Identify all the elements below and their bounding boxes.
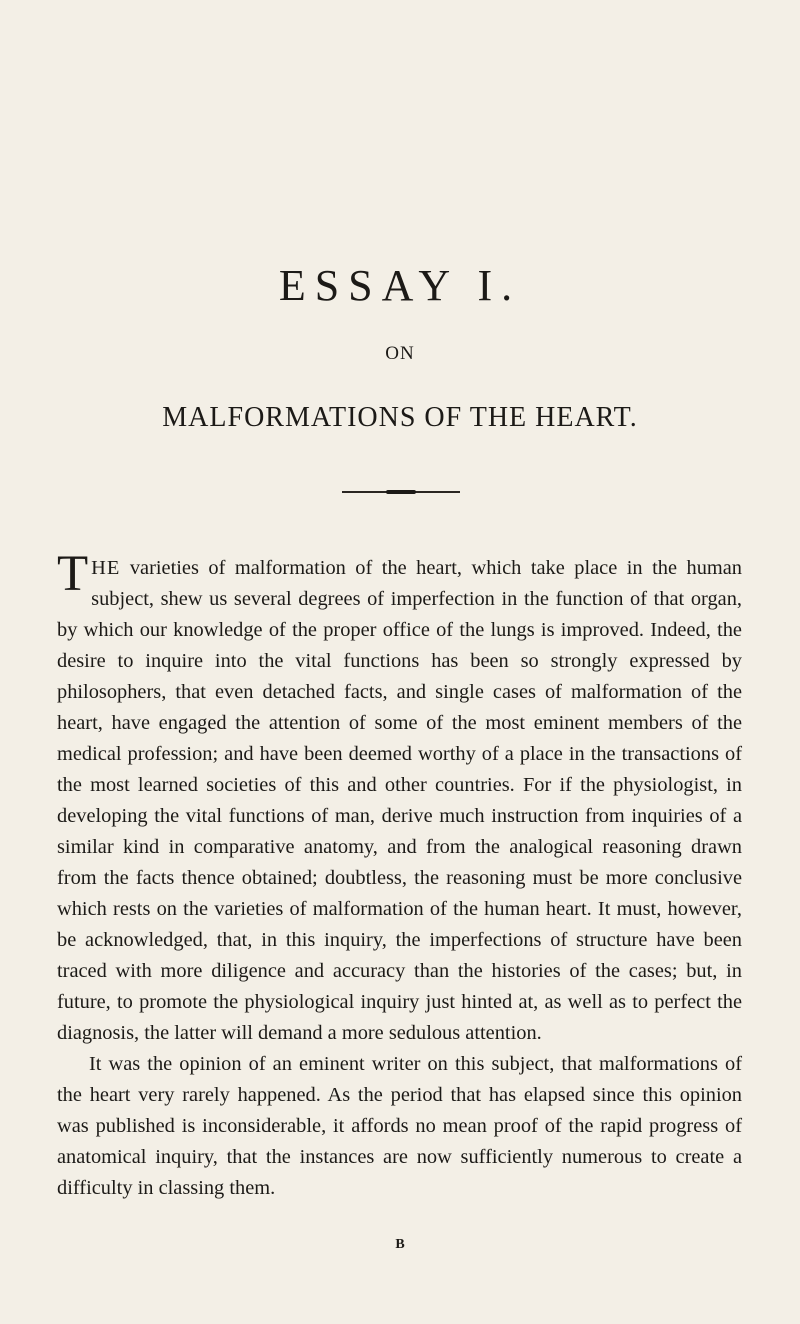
paragraph-2: It was the opinion of an eminent writer on this subject, that malformations of the heart very rarely happened. As the period that has elapsed since this opinion was published is inconsiderable, it affords no mean proof of the rapid progress of anatomical inquiry, that the instances are now sufficiently numerous to create a difficulty in classing them. bbox=[57, 1053, 742, 1199]
ornamental-rule bbox=[342, 491, 460, 493]
lead-word: HE bbox=[91, 557, 121, 579]
essay-title: ESSAY I. bbox=[278, 261, 522, 310]
signature-mark: B bbox=[395, 1237, 405, 1252]
paragraph-1-text: varieties of malformation of the heart, which take place in the human subject, shew us several degrees of imperfection in the function of that organ, by which our knowledge of the proper office of the lungs is improved. Indeed, the desire to inquire into the vital functions has been so strongly expressed by philosophers, that even detached facts, and single cases of malformation of the heart, have engaged the attention of some of the most eminent members of the medical profession; and have been deemed worthy of a place in the transactions of the most learned societies of this and other countries. For if the physiologist, in developing the vital functions of man, derive much instruction from inquiries of a similar kind in comparative anatomy, and from the analogical reasoning drawn from the facts thence obtained; doubtless, the reasoning must be more conclusive which rests on the varieties of malformation of the human heart. It must, however, be acknowledged, that, in this inquiry, the imperfections of structure have been traced with more diligence and accuracy than the histories of the cases; but, in future, to promote the physiological inquiry just hinted at, as well as to perfect the diagnosis, the latter will demand a more sedulous attention. bbox=[57, 557, 742, 1044]
essay-subtitle: MALFORMATIONS OF THE HEART. bbox=[162, 402, 638, 433]
paragraph-1 bbox=[57, 546, 742, 1049]
essay-on-label: ON bbox=[385, 343, 415, 364]
drop-cap: T bbox=[57, 546, 89, 602]
body-text bbox=[57, 546, 742, 1204]
